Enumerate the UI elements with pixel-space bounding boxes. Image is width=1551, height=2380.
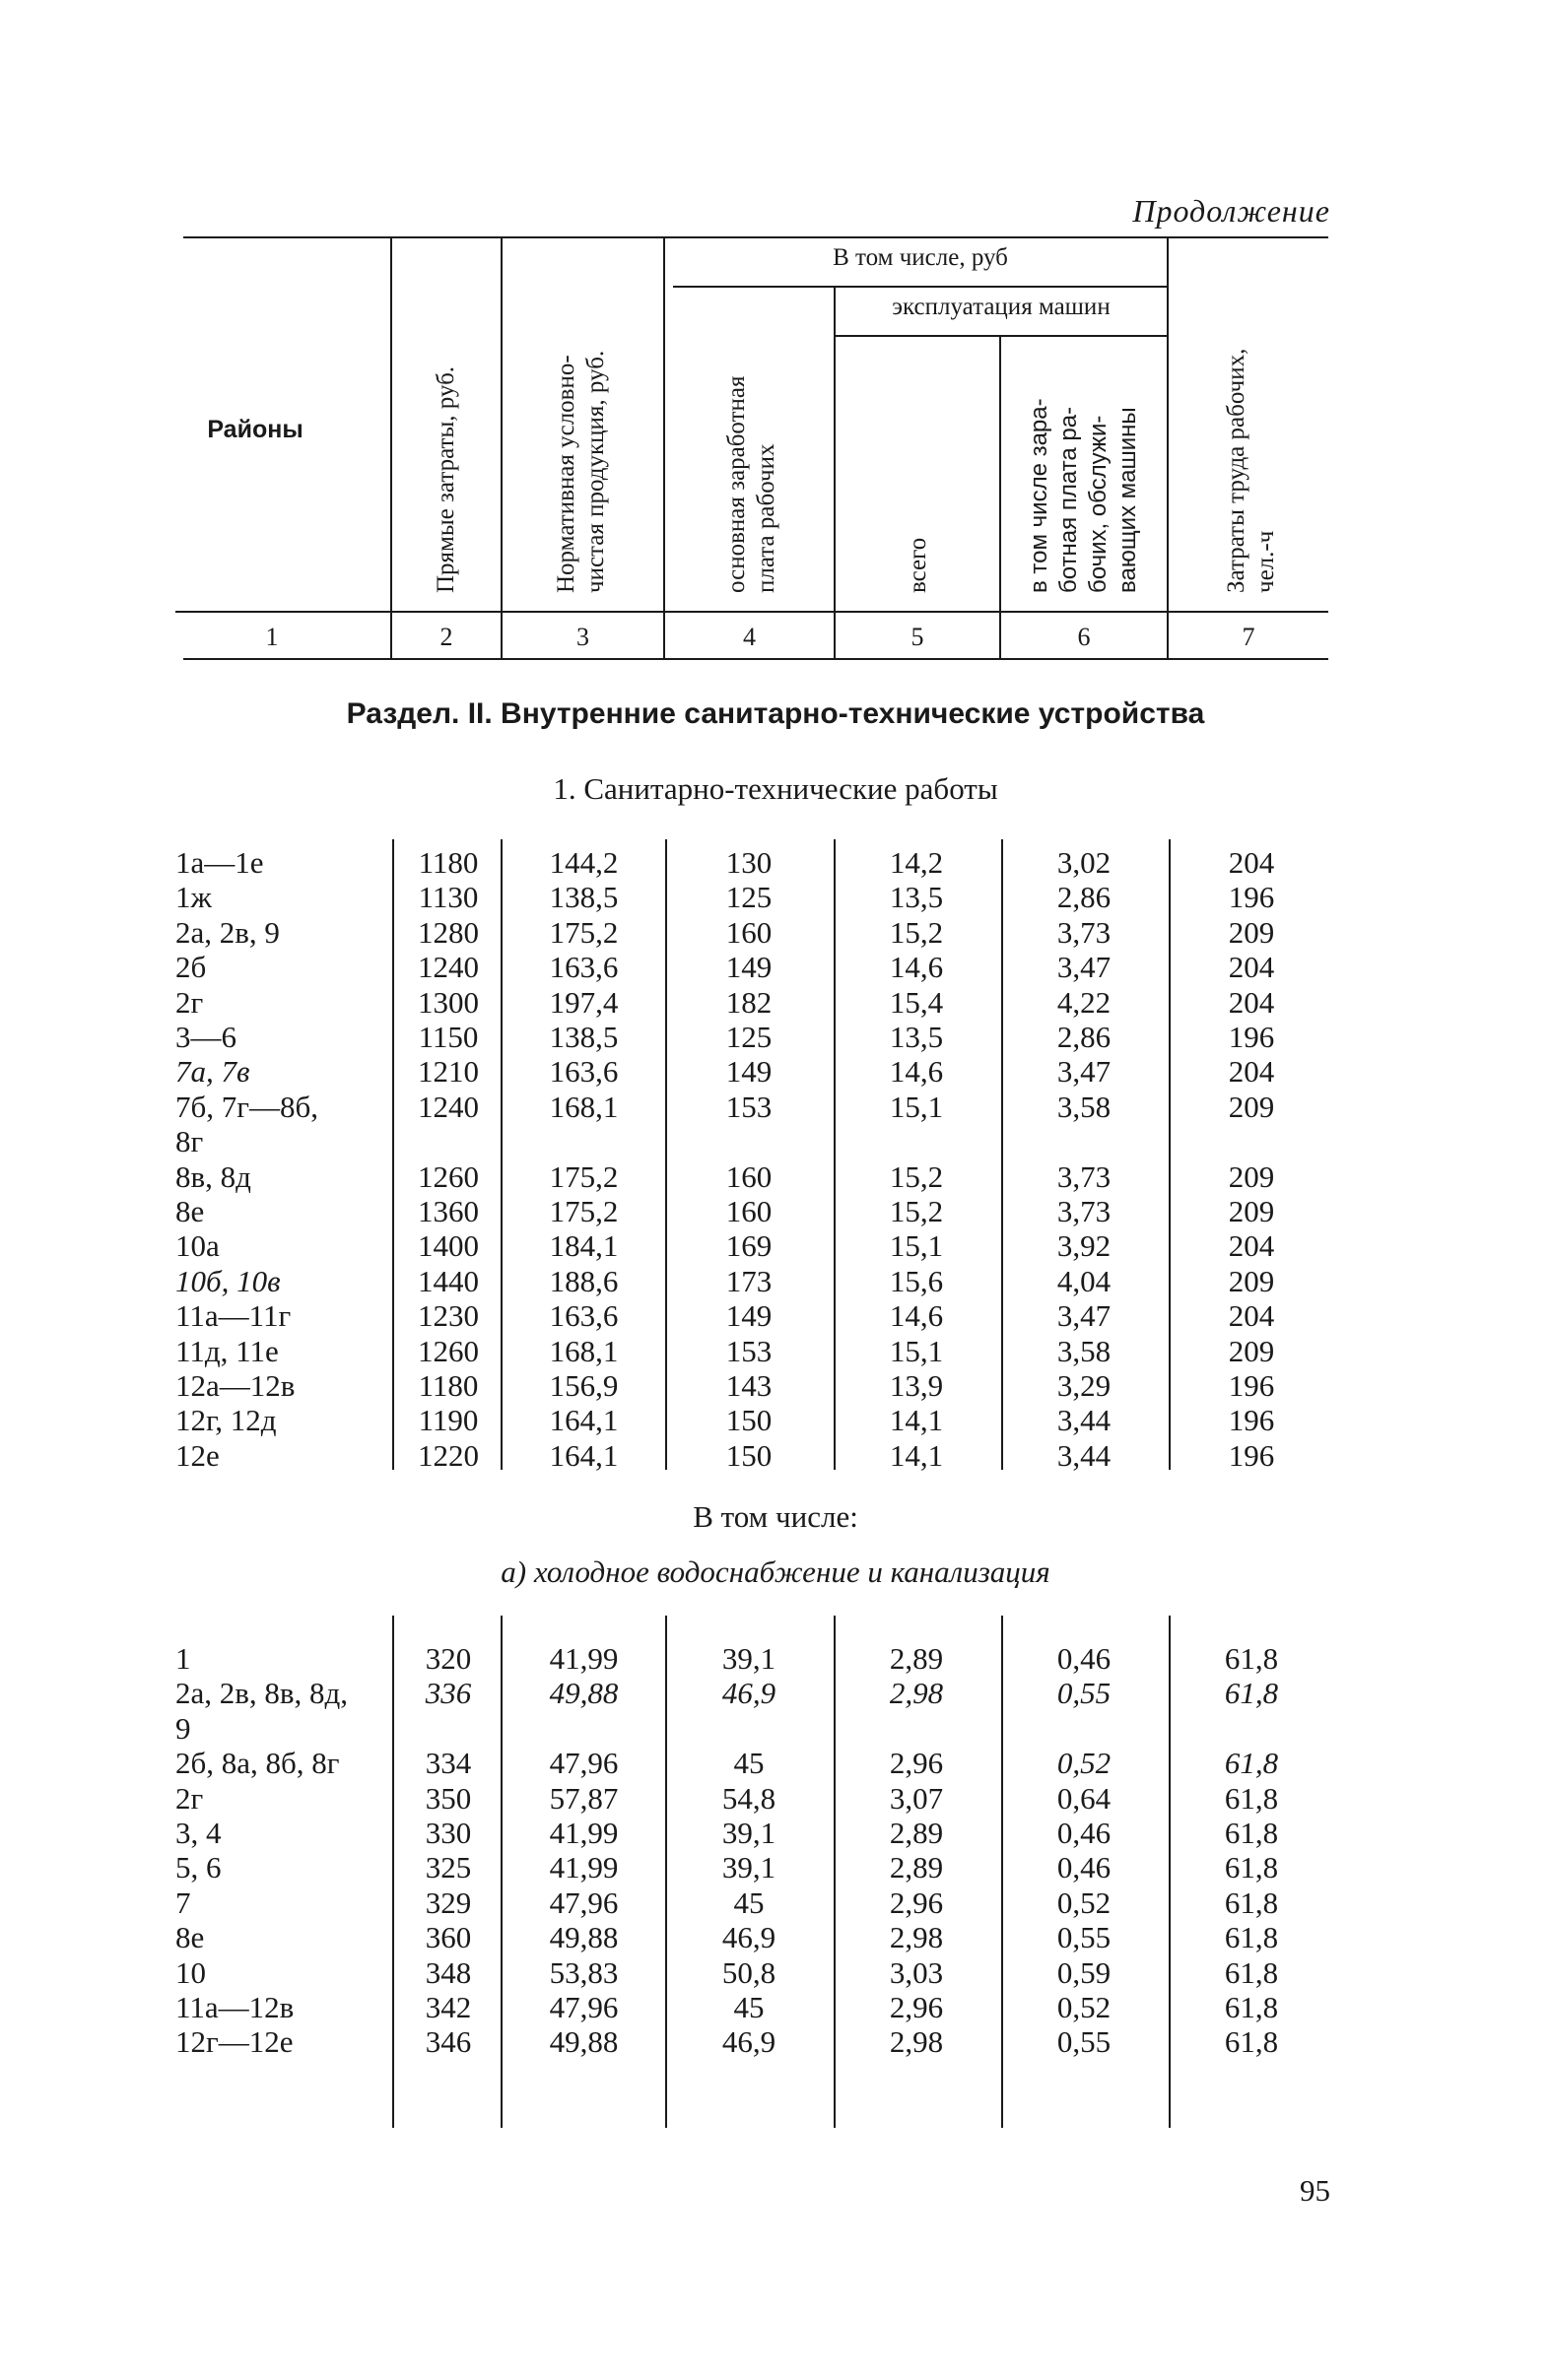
- table-cell: 196: [1228, 880, 1275, 915]
- table-cell: 209: [1228, 1263, 1275, 1298]
- table-cell: 138,5: [549, 1020, 619, 1054]
- row-label: 12г, 12д: [175, 1403, 277, 1438]
- row-label: 10а: [175, 1228, 220, 1264]
- row-label: 11д, 11е: [175, 1333, 279, 1368]
- table-cell: 14,1: [889, 1437, 944, 1473]
- table-cell: 138,5: [549, 880, 619, 915]
- table-cell: 45: [733, 1990, 765, 2024]
- header-vline-4: [834, 286, 836, 660]
- row-label: 11а—12в: [175, 1990, 295, 2024]
- row-label: 7а, 7в: [175, 1054, 250, 1090]
- table-cell: 1150: [418, 1020, 479, 1054]
- table-cell: 350: [425, 1780, 472, 1816]
- table-cell: 14,6: [889, 950, 944, 985]
- table-cell: 3,73: [1056, 1158, 1112, 1194]
- column-number-5: 5: [910, 623, 924, 651]
- table-cell: 46,9: [721, 2024, 776, 2060]
- table-cell: 209: [1228, 1089, 1275, 1124]
- table-cell: 334: [425, 1746, 472, 1781]
- table-cell: 15,4: [889, 984, 944, 1020]
- table-cell: [833, 1124, 1000, 1159]
- table-cell: 61,8: [1224, 1954, 1279, 1990]
- table-cell: 0,52: [1056, 1746, 1112, 1781]
- row-label: 2а, 2в, 8в, 8д,: [175, 1676, 349, 1711]
- table-cell: 2,89: [889, 1816, 944, 1850]
- table-cell: 1230: [418, 1298, 479, 1334]
- table-cell: [833, 1711, 1000, 1747]
- table-cell: 3,47: [1056, 1054, 1112, 1090]
- subsection-title-2: а) холодное водоснабжение и канализация: [501, 1554, 1050, 1589]
- table-cell: 15,1: [889, 1089, 944, 1124]
- table-cell: 3,44: [1056, 1437, 1112, 1473]
- table-cell: [394, 1124, 503, 1159]
- table-cell: 15,2: [889, 1194, 944, 1228]
- table-cell: 336: [425, 1676, 472, 1711]
- table-cell: 39,1: [721, 1816, 776, 1850]
- table-cell: 47,96: [549, 1884, 619, 1920]
- table-cell: 61,8: [1224, 2024, 1279, 2060]
- row-label: 7б, 7г—8б,: [175, 1089, 319, 1124]
- table-cell: 57,87: [549, 1780, 619, 1816]
- table-cell: 0,46: [1056, 1816, 1112, 1850]
- table-cell: 168,1: [549, 1333, 619, 1368]
- table-cell: 1190: [418, 1403, 479, 1438]
- table-cell: 204: [1228, 1298, 1275, 1334]
- table-cell: 204: [1228, 845, 1275, 880]
- table-cell: 39,1: [721, 1641, 776, 1676]
- column-number-1: 1: [265, 623, 279, 651]
- table-cell: 1210: [418, 1054, 479, 1090]
- row-label: 10: [175, 1954, 206, 1990]
- table-cell: 330: [425, 1816, 472, 1850]
- row-label: 2г: [175, 1780, 204, 1816]
- table-cell: 164,1: [549, 1403, 619, 1438]
- table-cell: 3,07: [889, 1780, 944, 1816]
- section-title: Раздел. II. Внутренние санитарно-технические устройства: [346, 697, 1205, 730]
- table-cell: 325: [425, 1850, 472, 1885]
- table-cell: 47,96: [549, 1990, 619, 2024]
- header-vline-6: [1167, 236, 1169, 660]
- table-cell: 0,64: [1056, 1780, 1112, 1816]
- table-cell: 125: [725, 880, 773, 915]
- subsection-title-1: 1. Санитарно-технические работы: [553, 771, 998, 806]
- header-bottom-rule: [175, 611, 1328, 613]
- table-cell: 209: [1228, 1158, 1275, 1194]
- table-cell: 173: [725, 1263, 773, 1298]
- table-cell: 50,8: [721, 1954, 776, 1990]
- table-cell: 160: [725, 1194, 773, 1228]
- table-cell: 149: [725, 950, 773, 985]
- continued-label: Продолжение: [1132, 193, 1330, 229]
- column-header-machines-total: всего: [905, 537, 931, 593]
- row-label: 2б: [175, 950, 207, 985]
- table-cell: 204: [1228, 984, 1275, 1020]
- row-label: 3—6: [175, 1020, 236, 1054]
- table-cell: 61,8: [1224, 1920, 1279, 1955]
- table-cell: 15,1: [889, 1333, 944, 1368]
- table-cell: 0,55: [1056, 2024, 1112, 2060]
- table-cell: 1130: [418, 880, 479, 915]
- table-cell: 61,8: [1224, 1676, 1279, 1711]
- row-label: 9: [175, 1710, 191, 1746]
- table-cell: 0,46: [1056, 1641, 1112, 1676]
- table-cell: [503, 1711, 665, 1747]
- table-cell: 0,55: [1056, 1920, 1112, 1955]
- table-cell: 2,86: [1056, 1020, 1112, 1054]
- table-cell: 1240: [418, 1089, 479, 1124]
- header-top-rule: [183, 236, 1328, 238]
- table-cell: 45: [733, 1884, 765, 1920]
- table-cell: 61,8: [1224, 1641, 1279, 1676]
- table-cell: 3,47: [1056, 950, 1112, 985]
- table-cell: 3,29: [1056, 1368, 1112, 1403]
- table-cell: 15,6: [889, 1263, 944, 1298]
- table-cell: 164,1: [549, 1437, 619, 1473]
- table-cell: 53,83: [549, 1954, 619, 1990]
- row-label: 12е: [175, 1437, 220, 1473]
- table-cell: 3,44: [1056, 1403, 1112, 1438]
- table-cell: 3,02: [1056, 845, 1112, 880]
- table-cell: 153: [725, 1333, 773, 1368]
- table-cell: 4,04: [1056, 1263, 1112, 1298]
- column-number-7: 7: [1242, 623, 1255, 651]
- table-cell: 47,96: [549, 1746, 619, 1781]
- row-label: 2г: [175, 984, 204, 1020]
- table-cell: 175,2: [549, 914, 619, 950]
- table-cell: 163,6: [549, 950, 619, 985]
- row-label: 12а—12в: [175, 1368, 296, 1403]
- row-label: 2а, 2в, 9: [175, 914, 280, 950]
- table-cell: 41,99: [549, 1641, 619, 1676]
- table-cell: 1180: [418, 845, 479, 880]
- row-label: 1а—1е: [175, 845, 264, 880]
- table-cell: 3,73: [1056, 1194, 1112, 1228]
- row-label: 8е: [175, 1194, 205, 1228]
- table-cell: 3,58: [1056, 1333, 1112, 1368]
- table-cell: 1440: [418, 1263, 479, 1298]
- v-tom-chisle-label: В том числе:: [693, 1499, 858, 1534]
- table-cell: 342: [425, 1990, 472, 2024]
- column-number-4: 4: [743, 623, 756, 651]
- table-cell: 61,8: [1224, 1780, 1279, 1816]
- table-cell: 3,47: [1056, 1298, 1112, 1334]
- table-cell: 0,55: [1056, 1676, 1112, 1711]
- row-label: 3, 4: [175, 1816, 222, 1850]
- table-cell: 3,03: [889, 1954, 944, 1990]
- table-cell: 61,8: [1224, 1850, 1279, 1885]
- table-cell: 184,1: [549, 1228, 619, 1264]
- table-cell: 4,22: [1056, 984, 1112, 1020]
- table-cell: 0,46: [1056, 1850, 1112, 1885]
- table-cell: 14,6: [889, 1054, 944, 1090]
- row-label: 11а—11г: [175, 1298, 292, 1334]
- table-cell: 1240: [418, 950, 479, 985]
- table-cell: 14,6: [889, 1298, 944, 1334]
- row-label: 10б, 10в: [175, 1263, 281, 1298]
- column-header-rayony: Районы: [207, 416, 303, 443]
- table-cell: 1260: [418, 1158, 479, 1194]
- table-cell: 188,6: [549, 1263, 619, 1298]
- table-cell: 160: [725, 914, 773, 950]
- table-cell: 15,2: [889, 1158, 944, 1194]
- table-cell: 2,96: [889, 1990, 944, 2024]
- table-cell: 204: [1228, 950, 1275, 985]
- table-cell: 143: [725, 1368, 773, 1403]
- row-label: 1ж: [175, 880, 212, 915]
- header-machines-rule: [836, 335, 1167, 337]
- header-vline-3: [663, 236, 665, 660]
- table-cell: 2,98: [889, 1920, 944, 1955]
- row-label: 7: [175, 1884, 191, 1920]
- table-cell: 61,8: [1224, 1816, 1279, 1850]
- table-cell: 348: [425, 1954, 472, 1990]
- table-cell: 49,88: [549, 1676, 619, 1711]
- table-cell: 320: [425, 1641, 472, 1676]
- table-cell: 196: [1228, 1020, 1275, 1054]
- table-cell: 1260: [418, 1333, 479, 1368]
- table-cell: [665, 1124, 833, 1159]
- header-machine-operation: эксплуатация машин: [892, 294, 1111, 320]
- table-cell: 2,86: [1056, 880, 1112, 915]
- table-cell: 182: [725, 984, 773, 1020]
- table-cell: 45: [733, 1746, 765, 1781]
- table-cell: 160: [725, 1158, 773, 1194]
- table-cell: 196: [1228, 1368, 1275, 1403]
- row-label: 5, 6: [175, 1850, 222, 1885]
- table-cell: 0,59: [1056, 1954, 1112, 1990]
- table-cell: 197,4: [549, 984, 619, 1020]
- table-cell: 2,98: [889, 2024, 944, 2060]
- table-cell: 13,9: [889, 1368, 944, 1403]
- table-cell: 153: [725, 1089, 773, 1124]
- table-cell: 1280: [418, 914, 479, 950]
- table-cell: 196: [1228, 1437, 1275, 1473]
- header-v-tom-chisle: В том числе, руб: [833, 244, 1008, 271]
- table-cell: 49,88: [549, 1920, 619, 1955]
- table-cell: 149: [725, 1298, 773, 1334]
- header-vline-2: [501, 236, 503, 660]
- table-cell: 150: [725, 1437, 773, 1473]
- table-cell: 1360: [418, 1194, 479, 1228]
- table-cell: 130: [725, 845, 773, 880]
- table-cell: 209: [1228, 1333, 1275, 1368]
- table-cell: 204: [1228, 1054, 1275, 1090]
- table-cell: 360: [425, 1920, 472, 1955]
- table-cell: 144,2: [549, 845, 619, 880]
- row-label: 8в, 8д: [175, 1158, 251, 1194]
- table-cell: 1300: [418, 984, 479, 1020]
- table-cell: 209: [1228, 1194, 1275, 1228]
- table-cell: [1168, 1124, 1335, 1159]
- table-cell: [503, 1124, 665, 1159]
- table-cell: 1180: [418, 1368, 479, 1403]
- table-cell: 39,1: [721, 1850, 776, 1885]
- table-cell: 61,8: [1224, 1884, 1279, 1920]
- table-cell: 150: [725, 1403, 773, 1438]
- table-cell: 169: [725, 1228, 773, 1264]
- table-cell: [1000, 1711, 1168, 1747]
- table-cell: 61,8: [1224, 1746, 1279, 1781]
- table-cell: 14,2: [889, 845, 944, 880]
- table-cell: 175,2: [549, 1158, 619, 1194]
- table-cell: 125: [725, 1020, 773, 1054]
- header-numbers-rule: [183, 658, 1328, 660]
- table-cell: 149: [725, 1054, 773, 1090]
- table-cell: 0,52: [1056, 1884, 1112, 1920]
- table-cell: 175,2: [549, 1194, 619, 1228]
- table-cell: 2,89: [889, 1641, 944, 1676]
- table-cell: 15,2: [889, 914, 944, 950]
- table-cell: [394, 1711, 503, 1747]
- page-number: 95: [1300, 2173, 1330, 2208]
- row-label: 12г—12е: [175, 2024, 294, 2060]
- column-header-machine-wage: в том числе зара- ботная плата ра- бочих, обслужи- вающих машины: [1026, 398, 1141, 593]
- column-number-3: 3: [576, 623, 589, 651]
- header-subgroup-rule: [673, 286, 1168, 288]
- table-cell: 54,8: [721, 1780, 776, 1816]
- column-header-direct-costs: Прямые затраты, руб.: [433, 365, 459, 593]
- row-label: 8г: [175, 1124, 204, 1159]
- header-vline-1: [390, 236, 392, 660]
- table-cell: 46,9: [721, 1920, 776, 1955]
- table-cell: 0,52: [1056, 1990, 1112, 2024]
- table-cell: 209: [1228, 914, 1275, 950]
- table-cell: 41,99: [549, 1816, 619, 1850]
- table-cell: 163,6: [549, 1298, 619, 1334]
- table-cell: 163,6: [549, 1054, 619, 1090]
- table-cell: 168,1: [549, 1089, 619, 1124]
- table-cell: 2,96: [889, 1884, 944, 1920]
- column-header-base-wage: основная заработная плата рабочих: [723, 375, 779, 593]
- table-cell: 2,89: [889, 1850, 944, 1885]
- table-cell: 196: [1228, 1403, 1275, 1438]
- table-cell: 13,5: [889, 1020, 944, 1054]
- table-cell: 15,1: [889, 1228, 944, 1264]
- table-cell: 329: [425, 1884, 472, 1920]
- table-cell: 49,88: [549, 2024, 619, 2060]
- table-cell: 156,9: [549, 1368, 619, 1403]
- row-label: 1: [175, 1641, 191, 1676]
- table-cell: [1000, 1124, 1168, 1159]
- table-cell: 13,5: [889, 880, 944, 915]
- table-cell: 2,96: [889, 1746, 944, 1781]
- table-cell: 1220: [418, 1437, 479, 1473]
- table-cell: 1400: [418, 1228, 479, 1264]
- column-header-labor: Затраты труда рабочих, чел.-ч: [1223, 348, 1279, 593]
- table-cell: 3,92: [1056, 1228, 1112, 1264]
- table-cell: 61,8: [1224, 1990, 1279, 2024]
- table-cell: 346: [425, 2024, 472, 2060]
- table-cell: [1168, 1711, 1335, 1747]
- column-number-2: 2: [439, 623, 453, 651]
- table-cell: [665, 1711, 833, 1747]
- row-label: 2б, 8а, 8б, 8г: [175, 1746, 340, 1781]
- row-label: 8е: [175, 1920, 205, 1955]
- table-cell: 41,99: [549, 1850, 619, 1885]
- table-cell: 46,9: [721, 1676, 776, 1711]
- column-number-6: 6: [1077, 623, 1091, 651]
- table-cell: 204: [1228, 1228, 1275, 1264]
- table-cell: 2,98: [889, 1676, 944, 1711]
- table-cell: 3,58: [1056, 1089, 1112, 1124]
- table-cell: 14,1: [889, 1403, 944, 1438]
- column-header-net-product: Нормативная условно- чистая продукция, руб.: [553, 350, 609, 593]
- table-cell: 3,73: [1056, 914, 1112, 950]
- header-vline-5: [999, 335, 1001, 660]
